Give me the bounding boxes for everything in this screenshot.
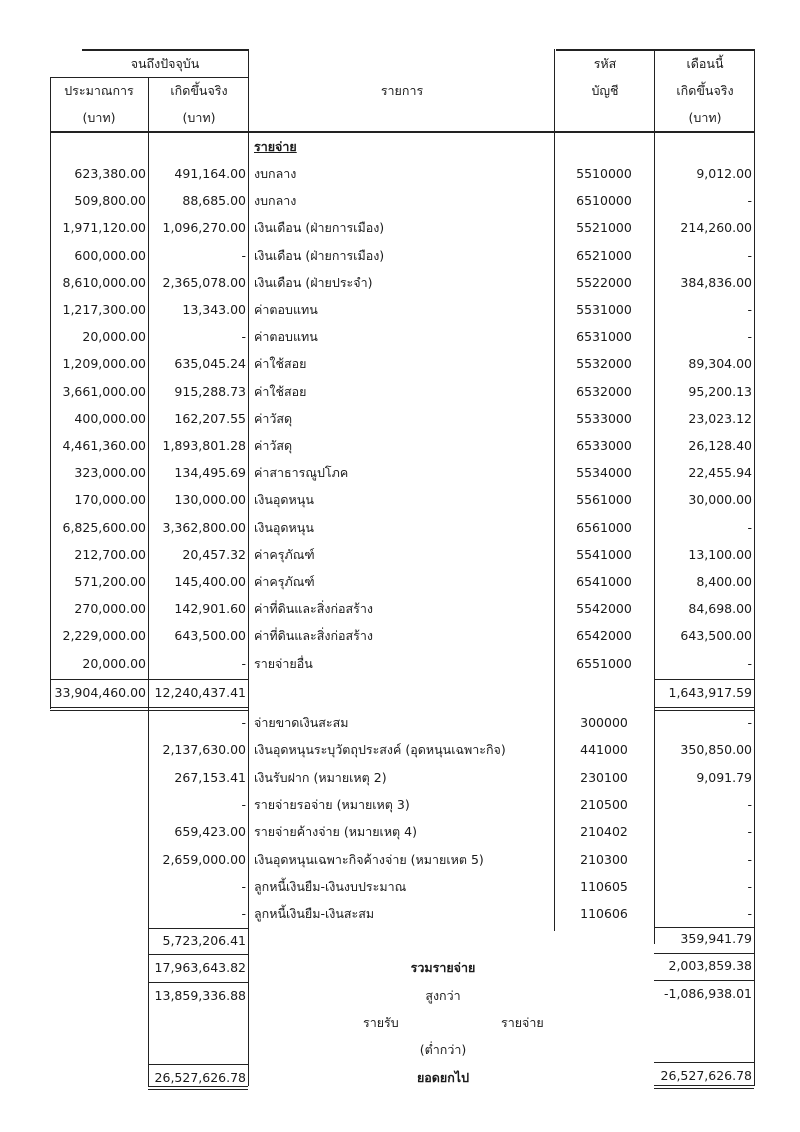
- section-title-expenses: รายจ่าย: [254, 139, 297, 154]
- expense-item-cell: ค่าที่ดินและสิ่งก่อสร้าง: [254, 628, 373, 644]
- diff-lower-label: (ต่ำกว่า): [419, 1042, 467, 1057]
- expense-estimate-cell: 3,661,000.00: [62, 383, 146, 399]
- expense-item-cell: ค่าใช้สอย: [254, 356, 307, 372]
- total-estimate: 33,904,460.00: [54, 685, 146, 700]
- expense-item-cell: ค่าสาธารณูปโภค: [254, 465, 349, 481]
- expense-actual-cell: -: [241, 329, 246, 345]
- expense-estimate-cell: 212,700.00: [74, 546, 146, 562]
- expense-actual-cell: 643,500.00: [174, 628, 246, 644]
- grid-line: [654, 927, 754, 928]
- other-actual-cell: 267,153.41: [174, 769, 246, 785]
- expense-month-cell: -: [747, 329, 752, 345]
- expense-estimate-cell: 400,000.00: [74, 410, 146, 426]
- expense-code-cell: 6510000: [576, 193, 632, 209]
- header-month-2: เกิดขึ้นจริง: [676, 83, 734, 98]
- grid-line: [654, 1062, 754, 1063]
- other-item-cell: รายจ่ายค้างจ่าย (หมายเหตุ 4): [254, 824, 417, 840]
- expense-actual-cell: 635,045.24: [174, 356, 246, 372]
- grand-total-month: 2,003,859.38: [668, 958, 752, 973]
- grid-line: [148, 1089, 248, 1090]
- expense-actual-cell: -: [241, 655, 246, 671]
- grid-line: [50, 131, 754, 133]
- expense-code-cell: 6533000: [576, 438, 632, 453]
- expense-estimate-cell: 1,971,120.00: [62, 220, 146, 236]
- grid-line: [148, 982, 248, 983]
- expense-code-cell: 6541000: [576, 574, 632, 589]
- header-item: รายการ: [380, 83, 424, 98]
- other-code-cell: 230100: [580, 769, 628, 785]
- grid-line: [654, 1085, 754, 1086]
- expense-code-cell: 5531000: [576, 302, 632, 317]
- expense-estimate-cell: 20,000.00: [82, 655, 146, 671]
- other-item-cell: จ่ายขาดเงินสะสม: [254, 715, 349, 730]
- expense-actual-cell: -: [241, 247, 246, 263]
- expense-month-cell: 643,500.00: [680, 628, 752, 644]
- expense-code-cell: 5541000: [576, 546, 632, 562]
- other-actual-cell: 2,659,000.00: [162, 851, 246, 867]
- expense-estimate-cell: 600,000.00: [74, 247, 146, 263]
- header-actual: เกิดขึ้นจริง: [170, 83, 228, 98]
- other-month-cell: -: [747, 878, 752, 894]
- expense-code-cell: 5532000: [576, 356, 632, 372]
- expense-code-cell: 5521000: [576, 220, 632, 236]
- expense-month-cell: 30,000.00: [688, 492, 752, 508]
- grid-line: [248, 49, 249, 1086]
- expense-month-cell: 89,304.00: [688, 356, 752, 372]
- other-month-cell: -: [747, 824, 752, 840]
- header-estimate-unit: (บาท): [82, 110, 116, 125]
- expense-estimate-cell: 270,000.00: [74, 601, 146, 617]
- other-month-cell: -: [747, 851, 752, 867]
- grid-line: [654, 707, 754, 708]
- carry-label: ยอดยกไป: [416, 1070, 470, 1085]
- expense-item-cell: รายจ่ายอื่น: [254, 655, 313, 671]
- grand-total-actual: 17,963,643.82: [154, 960, 246, 975]
- diff-higher-label: สูงกว่า: [425, 988, 461, 1003]
- total-month: 1,643,917.59: [668, 685, 752, 700]
- grid-line: [654, 679, 754, 680]
- other-total-month: 359,941.79: [680, 931, 752, 946]
- expense-estimate-cell: 571,200.00: [74, 574, 146, 589]
- grid-line: [148, 954, 248, 955]
- expense-estimate-cell: 20,000.00: [82, 329, 146, 345]
- expense-item-cell: ค่าที่ดินและสิ่งก่อสร้าง: [254, 601, 373, 617]
- expense-item-cell: ค่าวัสดุ: [254, 410, 293, 426]
- other-month-cell: 9,091.79: [696, 769, 752, 785]
- other-item-cell: เงินอุดหนุนเฉพาะกิจค้างจ่าย (หมายเหต 5): [254, 851, 484, 867]
- expense-code-cell: 5561000: [576, 492, 632, 508]
- other-item-cell: ลูกหนี้เงินยืม-เงินสะสม: [254, 906, 375, 922]
- expense-actual-cell: 134,495.69: [174, 465, 246, 481]
- expense-month-cell: -: [747, 655, 752, 671]
- header-month-1: เดือนนี้: [686, 56, 724, 71]
- header-month-unit: (บาท): [688, 110, 722, 125]
- grid-line: [654, 953, 754, 954]
- expense-item-cell: งบกลาง: [254, 166, 297, 181]
- expense-item-cell: ค่าวัสดุ: [254, 438, 293, 453]
- diff-month: -1,086,938.01: [663, 986, 752, 1001]
- expense-actual-cell: 2,365,078.00: [162, 274, 246, 290]
- expense-month-cell: 13,100.00: [688, 546, 752, 562]
- expense-month-cell: 26,128.40: [688, 438, 752, 453]
- expense-month-cell: -: [747, 193, 752, 209]
- expense-item-cell: เงินเดือน (ฝ่ายการเมือง): [254, 247, 385, 263]
- expense-month-cell: 23,023.12: [688, 410, 752, 426]
- grid-line: [82, 49, 248, 51]
- other-item-cell: ลูกหนี้เงินยืม-เงินงบประมาณ: [254, 878, 407, 894]
- grid-line: [654, 1088, 754, 1089]
- expense-month-cell: 9,012.00: [696, 166, 752, 181]
- expense-estimate-cell: 2,229,000.00: [62, 628, 146, 644]
- grid-line: [754, 49, 755, 1086]
- expense-actual-cell: 88,685.00: [182, 193, 246, 209]
- other-month-cell: -: [747, 796, 752, 812]
- expense-item-cell: ค่าตอบแทน: [254, 329, 318, 345]
- expense-code-cell: 5542000: [576, 601, 632, 617]
- expense-estimate-cell: 4,461,360.00: [62, 438, 146, 453]
- diff-expense-label: รายจ่าย: [501, 1015, 544, 1030]
- expense-actual-cell: 20,457.32: [182, 546, 246, 562]
- expense-month-cell: 8,400.00: [696, 574, 752, 589]
- expense-estimate-cell: 170,000.00: [74, 492, 146, 508]
- other-actual-cell: -: [241, 878, 246, 894]
- expense-estimate-cell: 1,209,000.00: [62, 356, 146, 372]
- expense-code-cell: 6531000: [576, 329, 632, 345]
- expense-month-cell: 22,455.94: [688, 465, 752, 481]
- other-code-cell: 210500: [580, 796, 628, 812]
- diff-income-label: รายรับ: [363, 1015, 399, 1030]
- expense-code-cell: 5534000: [576, 465, 632, 481]
- expense-item-cell: เงินเดือน (ฝ่ายประจำ): [254, 274, 373, 290]
- expense-estimate-cell: 323,000.00: [74, 465, 146, 481]
- expense-actual-cell: 1,096,270.00: [162, 220, 246, 236]
- expense-month-cell: 384,836.00: [680, 274, 752, 290]
- other-actual-cell: -: [241, 906, 246, 922]
- expense-item-cell: ค่าครุภัณฑ์: [254, 574, 315, 589]
- grid-line: [654, 980, 754, 981]
- grid-line: [50, 77, 248, 78]
- expense-actual-cell: 3,362,800.00: [162, 519, 246, 535]
- other-month-cell: -: [747, 715, 752, 730]
- expense-month-cell: -: [747, 302, 752, 317]
- diff-actual: 13,859,336.88: [154, 988, 246, 1003]
- other-total-actual: 5,723,206.41: [162, 933, 246, 948]
- header-estimate: ประมาณการ: [64, 83, 134, 98]
- expense-actual-cell: 1,893,801.28: [162, 438, 246, 453]
- grid-line: [654, 710, 754, 711]
- carry-month: 26,527,626.78: [660, 1068, 752, 1083]
- expense-actual-cell: 130,000.00: [174, 492, 246, 508]
- expense-estimate-cell: 623,380.00: [74, 166, 146, 181]
- expense-code-cell: 6542000: [576, 628, 632, 644]
- header-actual-unit: (บาท): [182, 110, 216, 125]
- expense-estimate-cell: 1,217,300.00: [62, 302, 146, 317]
- grid-line: [148, 1086, 248, 1087]
- expense-estimate-cell: 8,610,000.00: [62, 274, 146, 290]
- expense-code-cell: 6551000: [576, 655, 632, 671]
- expense-actual-cell: 142,901.60: [174, 601, 246, 617]
- other-code-cell: 300000: [580, 715, 628, 730]
- expense-month-cell: -: [747, 247, 752, 263]
- other-actual-cell: -: [241, 796, 246, 812]
- expense-actual-cell: 145,400.00: [174, 574, 246, 589]
- other-code-cell: 441000: [580, 742, 628, 758]
- grid-line: [148, 928, 248, 929]
- grid-line: [148, 1064, 248, 1065]
- grid-line: [50, 710, 248, 711]
- grid-line: [50, 679, 248, 680]
- carry-actual: 26,527,626.78: [154, 1070, 246, 1085]
- grid-line: [554, 49, 555, 931]
- grand-total-label: รวมรายจ่าย: [410, 960, 476, 975]
- expense-month-cell: 214,260.00: [680, 220, 752, 236]
- header-code-2: บัญชี: [591, 83, 619, 98]
- other-code-cell: 210300: [580, 851, 628, 867]
- grid-line: [148, 77, 149, 1086]
- expense-item-cell: ค่าตอบแทน: [254, 302, 318, 317]
- expense-item-cell: ค่าครุภัณฑ์: [254, 546, 315, 562]
- total-actual: 12,240,437.41: [154, 685, 246, 700]
- expense-estimate-cell: 509,800.00: [74, 193, 146, 209]
- expense-item-cell: งบกลาง: [254, 193, 297, 209]
- other-code-cell: 110605: [580, 878, 628, 894]
- expense-item-cell: เงินอุดหนุน: [254, 492, 314, 508]
- expense-month-cell: -: [747, 519, 752, 535]
- expense-code-cell: 6521000: [576, 247, 632, 263]
- other-month-cell: 350,850.00: [680, 742, 752, 758]
- expense-code-cell: 5510000: [576, 166, 632, 181]
- other-item-cell: เงินรับฝาก (หมายเหตุ 2): [254, 769, 387, 785]
- other-month-cell: -: [747, 906, 752, 922]
- other-actual-cell: 2,137,630.00: [162, 742, 246, 758]
- other-code-cell: 110606: [580, 906, 628, 922]
- grid-line: [654, 49, 655, 944]
- grid-line: [556, 49, 754, 51]
- expense-item-cell: เงินเดือน (ฝ่ายการเมือง): [254, 220, 385, 236]
- expense-code-cell: 5522000: [576, 274, 632, 290]
- header-to-date: จนถึงปัจจุบัน: [130, 56, 200, 71]
- other-code-cell: 210402: [580, 824, 628, 840]
- expense-actual-cell: 915,288.73: [174, 383, 246, 399]
- other-actual-cell: -: [241, 715, 246, 730]
- header-code-1: รหัส: [593, 56, 617, 71]
- expense-code-cell: 5533000: [576, 410, 632, 426]
- other-item-cell: รายจ่ายรอจ่าย (หมายเหตุ 3): [254, 796, 410, 812]
- expense-actual-cell: 13,343.00: [182, 302, 246, 317]
- expense-code-cell: 6532000: [576, 383, 632, 399]
- grid-line: [50, 707, 248, 708]
- expense-code-cell: 6561000: [576, 519, 632, 535]
- expense-actual-cell: 491,164.00: [174, 166, 246, 181]
- expense-month-cell: 95,200.13: [688, 383, 752, 399]
- expense-estimate-cell: 6,825,600.00: [62, 519, 146, 535]
- other-actual-cell: 659,423.00: [174, 824, 246, 840]
- other-item-cell: เงินอุดหนุนระบุวัตถุประสงค์ (อุดหนุนเฉพาะกิจ): [254, 742, 506, 758]
- expense-actual-cell: 162,207.55: [174, 410, 246, 426]
- expense-month-cell: 84,698.00: [688, 601, 752, 617]
- expense-item-cell: เงินอุดหนุน: [254, 519, 314, 535]
- expense-item-cell: ค่าใช้สอย: [254, 383, 307, 399]
